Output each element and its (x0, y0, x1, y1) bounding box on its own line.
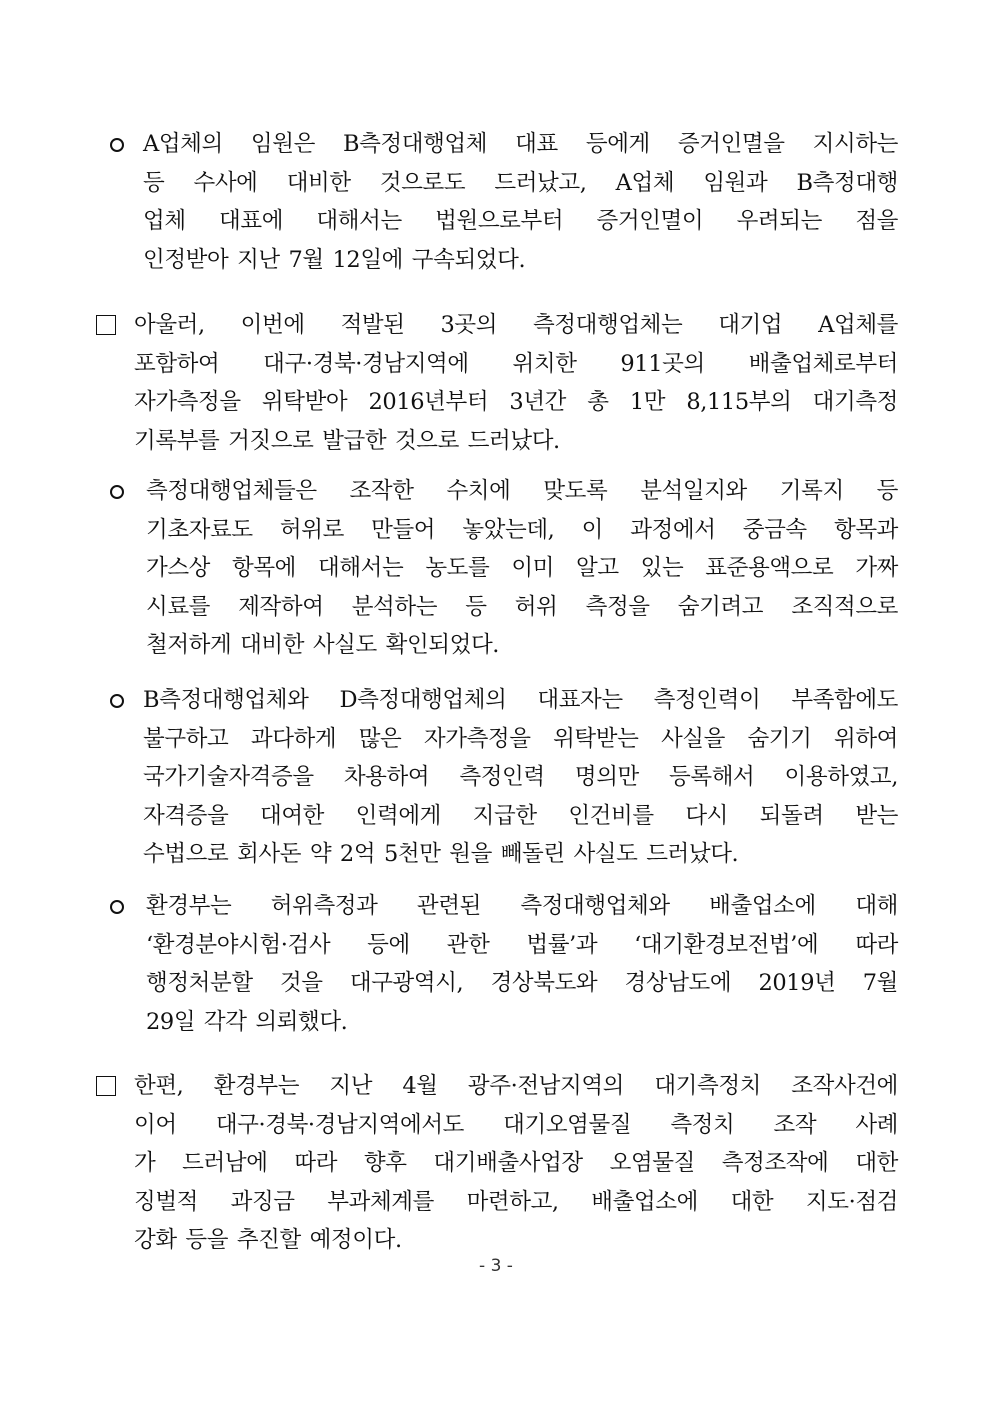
text-line: A업체의 임원은 B측정대행업체 대표 등에게 증거인멸을 지시하는 (143, 131, 898, 157)
circle-bullet-icon (110, 694, 124, 708)
text-line: 업체 대표에 대해서는 법원으로부터 증거인멸이 우려되는 점을 (143, 208, 898, 234)
text-line: 인정받아 지난 7월 12일에 구속되었다. (143, 246, 526, 273)
square-bullet-icon (96, 1076, 116, 1096)
circle-bullet-icon (110, 900, 124, 914)
text-line: 아울러, 이번에 적발된 3곳의 측정대행업체는 대기업 A업체를 (134, 312, 898, 338)
text-line: 29일 각각 의뢰했다. (146, 1008, 348, 1035)
text-line: 가 드러남에 따라 향후 대기배출사업장 오염물질 측정조작에 대한 (134, 1150, 898, 1176)
paragraph-text (146, 887, 898, 1041)
text-line: 이어 대구·경북·경남지역에서도 대기오염물질 측정치 조작 사례 (134, 1111, 898, 1138)
text-line: 철저하게 대비한 사실도 확인되었다. (146, 632, 500, 658)
text-line: 행정처분할 것을 대구광역시, 경상북도와 경상남도에 2019년 7월 (146, 970, 898, 996)
text-line: 포함하여 대구·경북·경남지역에 위치한 911곳의 배출업체로부터 (134, 350, 898, 377)
circle-bullet-icon (110, 138, 124, 152)
text-line: 한편, 환경부는 지난 4월 광주·전남지역의 대기측정치 조작사건에 (134, 1073, 898, 1099)
text-line: 자가측정을 위탁받아 2016년부터 3년간 총 1만 8,115부의 대기측정 (134, 389, 898, 415)
text-line: 측정대행업체들은 조작한 수치에 맞도록 분석일지와 기록지 등 (146, 478, 898, 504)
text-line: 환경부는 허위측정과 관련된 측정대행업체와 배출업소에 대해 (146, 893, 898, 919)
text-line: 등 수사에 대비한 것으로도 드러났고, A업체 임원과 B측정대행 (143, 169, 898, 196)
text-line: 국가기술자격증을 차용하여 측정인력 명의만 등록해서 이용하였고, (143, 764, 898, 790)
text-line: B측정대행업체와 D측정대행업체의 대표자는 측정인력이 부족함에도 (143, 687, 898, 713)
text-line: 자격증을 대여한 인력에게 지급한 인건비를 다시 되돌려 받는 (143, 802, 898, 829)
text-line: 강화 등을 추진할 예정이다. (134, 1227, 402, 1253)
page-number: - 3 - (479, 1256, 513, 1276)
paragraph-text (146, 472, 898, 665)
paragraph-text (134, 306, 898, 460)
square-bullet-icon (96, 315, 116, 335)
text-line: 가스상 항목에 대해서는 농도를 이미 알고 있는 표준용액으로 가짜 (146, 555, 898, 581)
text-line: 수법으로 회사돈 약 2억 5천만 원을 빼돌린 사실도 드러났다. (143, 841, 739, 867)
text-line: 기록부를 거짓으로 발급한 것으로 드러났다. (134, 427, 560, 454)
paragraph-text (143, 681, 898, 874)
text-line: 시료를 제작하여 분석하는 등 허위 측정을 숨기려고 조직적으로 (146, 593, 898, 620)
text-line: ‘환경분야시험·검사 등에 관한 법률’과 ‘대기환경보전법’에 따라 (146, 931, 898, 958)
paragraph-text (134, 1067, 898, 1260)
text-line: 불구하고 과다하게 많은 자가측정을 위탁받는 사실을 숨기기 위하여 (143, 725, 898, 752)
circle-bullet-icon (110, 485, 124, 499)
text-line: 기초자료도 허위로 만들어 놓았는데, 이 과정에서 중금속 항목과 (146, 516, 898, 543)
paragraph-text (143, 125, 898, 279)
text-line: 징벌적 과징금 부과체계를 마련하고, 배출업소에 대한 지도·점검 (134, 1188, 898, 1215)
